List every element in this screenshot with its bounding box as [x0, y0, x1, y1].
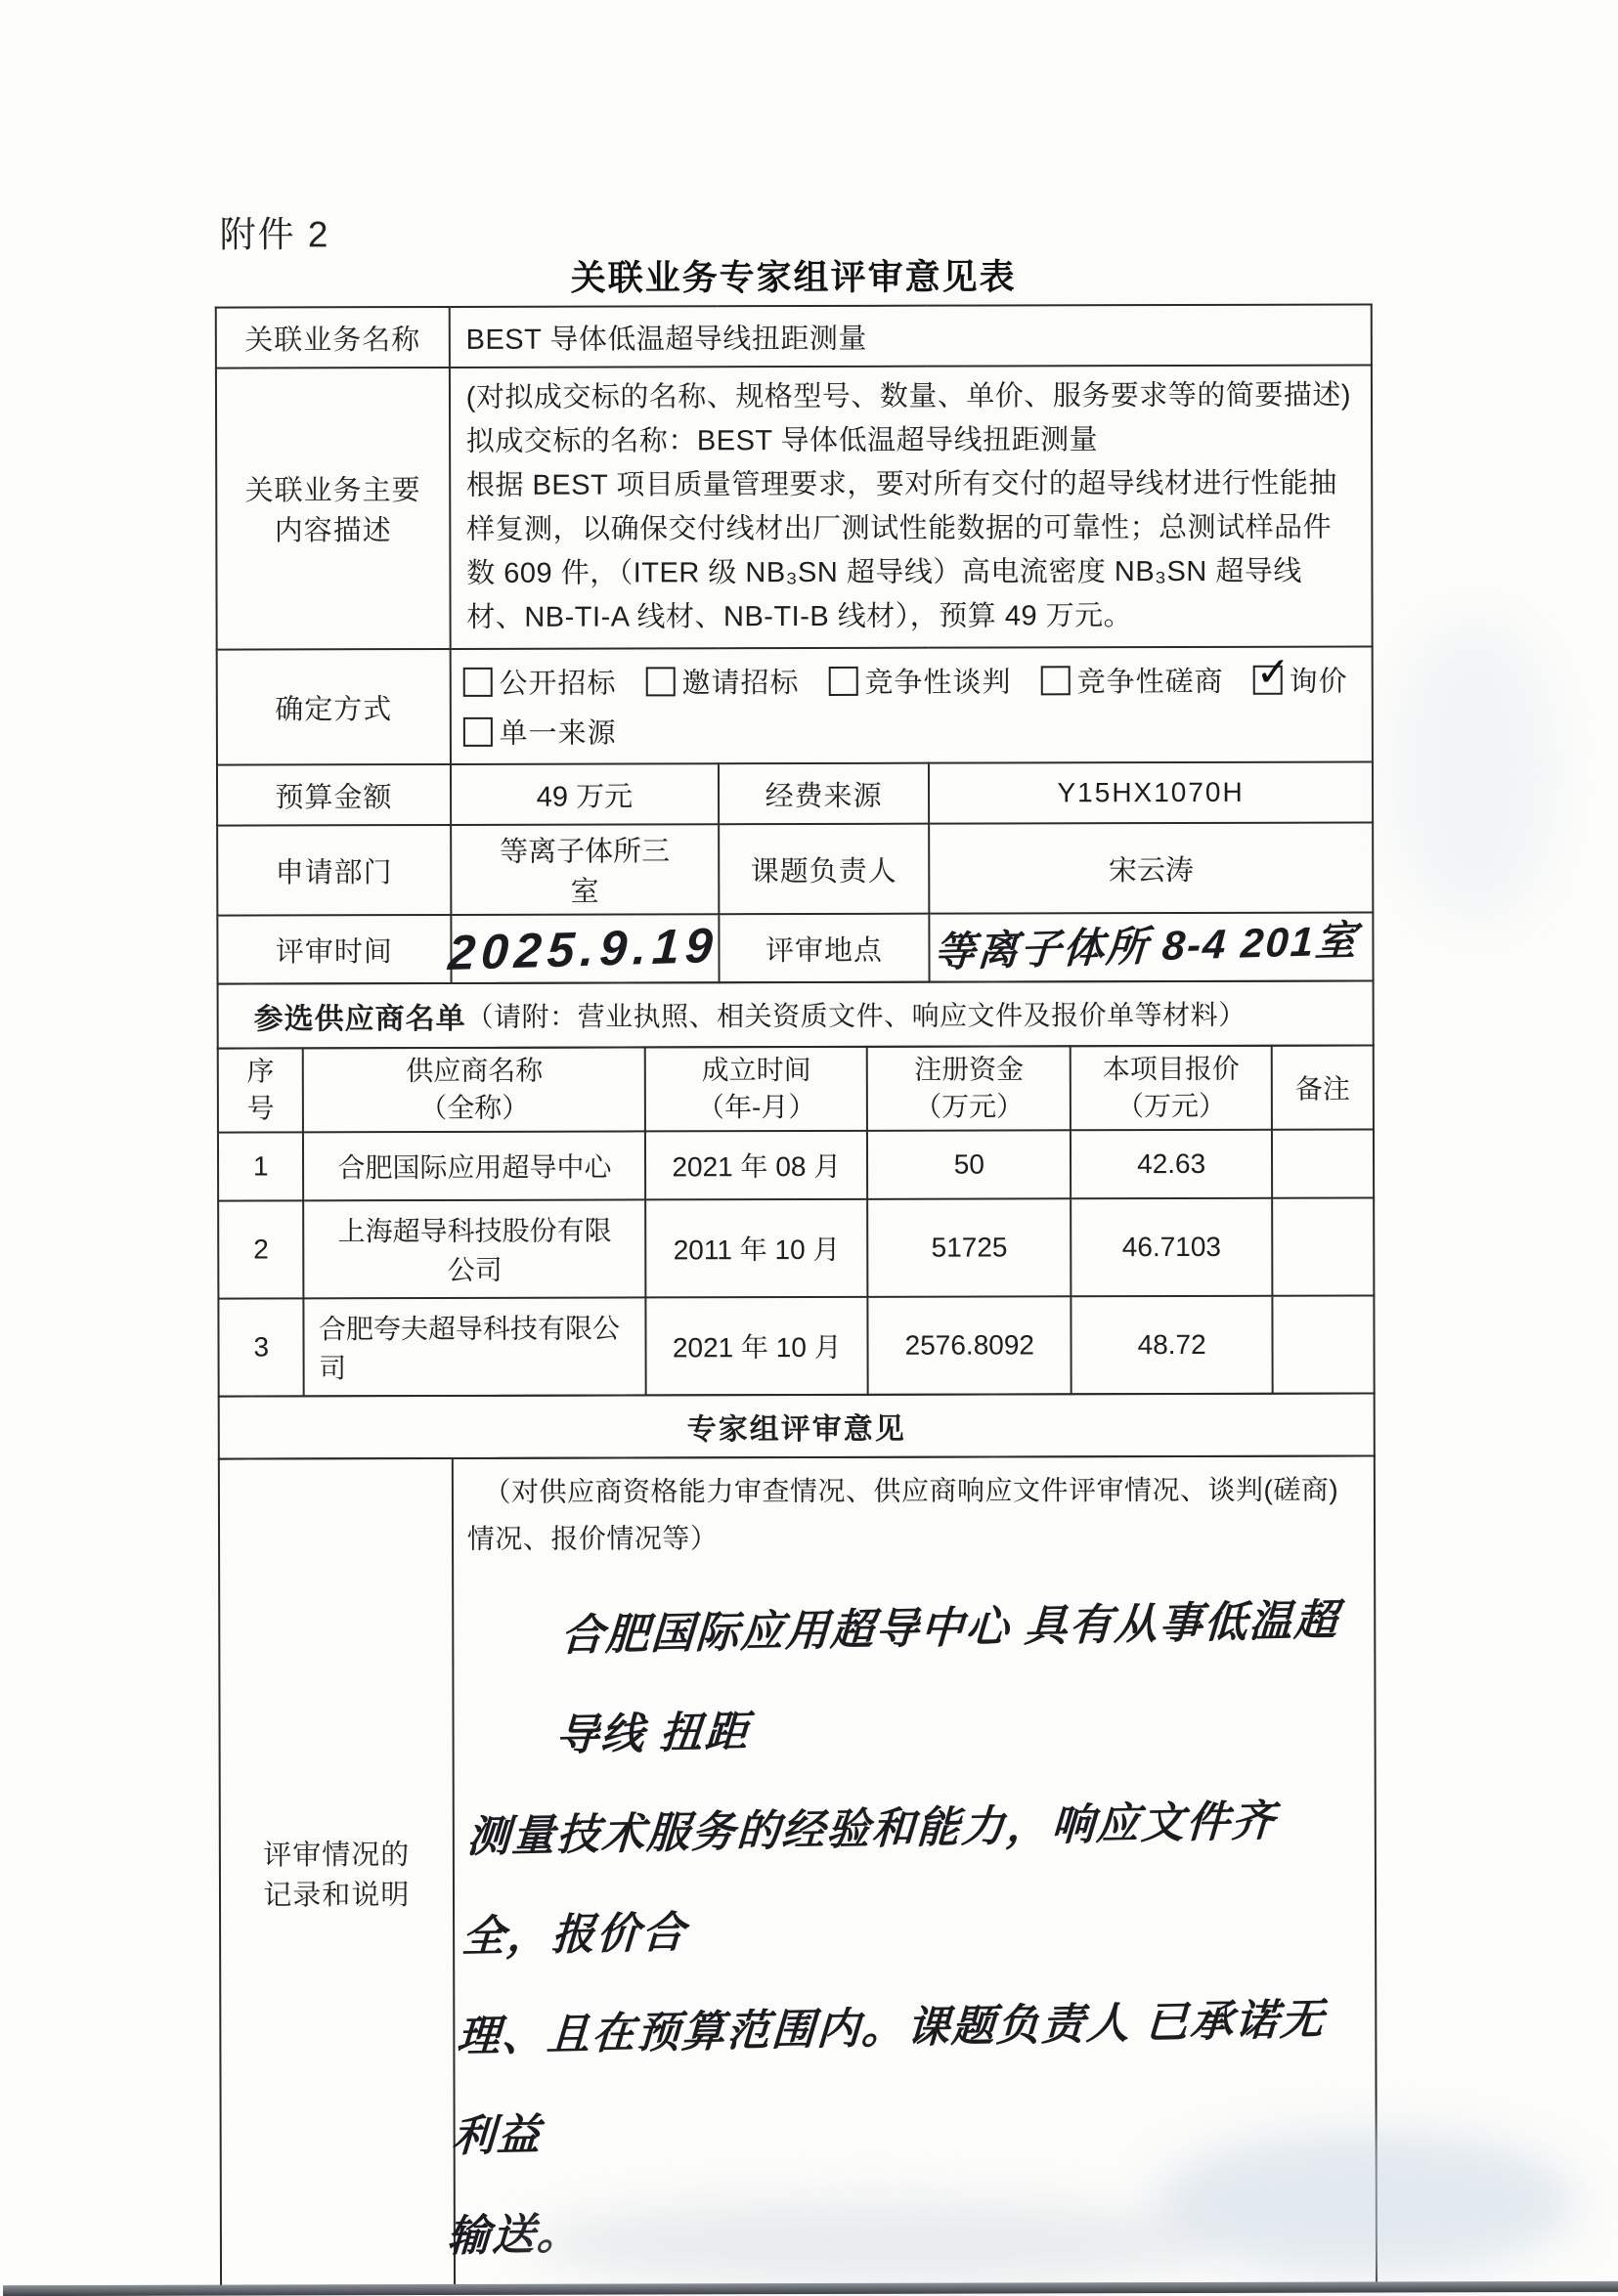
- row-business-name: [216, 304, 1372, 368]
- handwritten-review-comment: [444, 1571, 1354, 2287]
- attachment-number: 附件 2: [219, 214, 330, 255]
- review-record-label: 评审情况的记录和说明: [219, 1458, 455, 2288]
- info-table: [215, 303, 1375, 984]
- col-header-name: 供应商名称 （全称）: [303, 1047, 645, 1132]
- supplier-table: [217, 1044, 1376, 1397]
- description-label: [216, 368, 451, 650]
- supplier-index: 1: [218, 1132, 304, 1200]
- handwritten-review-place: 等离子体所 8-4 201室: [933, 917, 1360, 975]
- description-label-text: 关联业务主要内容描述: [244, 475, 421, 547]
- row-apply-dept: [217, 822, 1373, 915]
- description-line-2: 拟成交标的名称：BEST 导体低温超导线扭距测量: [465, 424, 1099, 457]
- row-review-time: [217, 912, 1373, 983]
- description-line-1: (对拟成交标的名称、规格型号、数量、单价、服务要求等的简要描述): [465, 379, 1352, 413]
- business-name-value: BEST 导体低温超导线扭距测量: [449, 304, 1371, 367]
- checkbox-label: 询价: [1289, 666, 1348, 698]
- supplier-quote: 48.72: [1071, 1296, 1273, 1395]
- checkbox-single-source: [463, 712, 617, 752]
- review-record-content: [445, 1455, 1377, 2286]
- supplier-section-banner: [217, 979, 1375, 1049]
- supplier-quote: 42.63: [1071, 1130, 1272, 1199]
- review-form-table: [215, 303, 1377, 2288]
- checkmark-icon: ✓: [1255, 647, 1291, 696]
- review-time-label: 评审时间: [217, 915, 451, 984]
- supplier-name: 合肥夸夫超导科技有限公司: [304, 1297, 646, 1396]
- handwritten-line-4: 输送。: [445, 2209, 584, 2261]
- checkbox-label: 公开招标: [499, 668, 617, 700]
- opinion-section-banner: [218, 1392, 1376, 1459]
- checkbox-label: 竞争性磋商: [1076, 666, 1224, 699]
- supplier-row-3: [218, 1295, 1374, 1396]
- review-place-value: [929, 912, 1373, 981]
- apply-dept-label: 申请部门: [217, 825, 451, 916]
- checkbox-empty-icon: [645, 667, 675, 696]
- checkbox-label: 单一来源: [499, 717, 617, 750]
- supplier-capital: 50: [867, 1130, 1071, 1199]
- handwritten-line-2: 测量技术服务的经验和能力，响应文件齐全，报价合: [459, 1797, 1278, 1962]
- col-header-index: 序号: [218, 1048, 304, 1132]
- opinion-table: [218, 1454, 1377, 2288]
- project-leader-label: 课题负责人: [719, 824, 929, 915]
- project-leader-value: 宋云涛: [929, 822, 1373, 913]
- review-place-label: 评审地点: [719, 914, 929, 983]
- budget-label: 预算金额: [217, 764, 451, 826]
- checkbox-competitive-consultation: [1040, 660, 1223, 700]
- col-header-capital: 注册资金 （万元）: [867, 1046, 1071, 1131]
- supplier-section-note: （请附：营业执照、相关资质文件、响应文件及报价单等材料）: [465, 999, 1246, 1032]
- col-header-remark: 备注: [1272, 1045, 1374, 1129]
- document-title: 关联业务专家组评审意见表: [570, 256, 1017, 298]
- supplier-index: 2: [218, 1200, 304, 1298]
- supplier-remark: [1272, 1197, 1374, 1295]
- checkbox-checked-icon: [1253, 647, 1291, 696]
- handwritten-line-3: 理、且在预算范围内。课题负责人 已承诺无利益: [450, 1995, 1327, 2161]
- description-line-3: 根据 BEST 项目质量管理要求，要对所有交付的超导线材进行性能抽样复测，以确保交付线材出厂测试性能数据的可靠性；总测试样品件数 609 件，（ITER 级 NB₃SN 超导线）高电流密度 NB₃SN 超导线材、NB-TI-A 线材、NB-TI-B 线材），预算 49 万元。: [465, 467, 1337, 633]
- determine-options: [450, 646, 1373, 763]
- supplier-row-2: [218, 1197, 1374, 1298]
- row-budget: [217, 761, 1373, 825]
- scan-smudge: [1397, 624, 1554, 917]
- checkbox-open-tender: [462, 662, 616, 702]
- supplier-capital: 51725: [867, 1198, 1071, 1297]
- row-review-record: [219, 1455, 1377, 2287]
- row-determine-method: [217, 646, 1373, 764]
- review-record-printed-note: （对供应商资格能力审查情况、供应商响应文件评审情况、谈判(磋商)情况、报价情况等）: [466, 1474, 1339, 1554]
- checkbox-inquiry-checked: [1253, 647, 1348, 700]
- checkbox-empty-icon: [462, 667, 492, 696]
- handwritten-review-date: 2025.9.19: [446, 917, 721, 981]
- description-content: [450, 365, 1373, 648]
- fund-source-value: Y15HX1070H: [929, 761, 1373, 823]
- apply-dept-value: 等离子体所三室: [451, 824, 719, 915]
- checkbox-empty-icon: [1041, 666, 1071, 695]
- supplier-row-1: [218, 1129, 1374, 1200]
- fund-source-label: 经费来源: [719, 763, 929, 825]
- supplier-header-row: [218, 1045, 1374, 1132]
- opinion-section-title: 专家组评审意见: [686, 1412, 906, 1447]
- supplier-founded: 2021 年 10 月: [646, 1297, 868, 1396]
- col-header-quote: 本项目报价 （万元）: [1071, 1046, 1272, 1131]
- supplier-index: 3: [218, 1298, 304, 1396]
- checkbox-invite-tender: [645, 661, 799, 701]
- checkbox-empty-icon: [828, 666, 857, 695]
- handwritten-line-1: 合肥国际应用超导中心 具有从事低温超导线 扭距: [554, 1596, 1340, 1760]
- checkbox-label: 竞争性谈判: [864, 667, 1012, 699]
- determine-label: 确定方式: [217, 649, 451, 765]
- supplier-founded: 2021 年 08 月: [645, 1131, 867, 1200]
- checkbox-competitive-negotiation: [828, 660, 1011, 700]
- budget-value: 49 万元: [451, 763, 719, 825]
- supplier-capital: 2576.8092: [868, 1296, 1071, 1395]
- supplier-founded: 2011 年 10 月: [645, 1199, 867, 1298]
- supplier-name: 上海超导科技股份有限公司: [304, 1199, 646, 1298]
- checkbox-label: 邀请招标: [681, 668, 800, 700]
- row-description: [216, 365, 1373, 649]
- supplier-quote: 46.7103: [1071, 1198, 1272, 1297]
- review-time-value: [446, 914, 721, 983]
- business-name-label: 关联业务名称: [216, 307, 450, 368]
- col-header-founded: 成立时间 （年-月）: [645, 1047, 867, 1132]
- supplier-section-title: 参选供应商名单: [253, 1002, 466, 1036]
- checkbox-empty-icon: [463, 716, 493, 746]
- supplier-remark: [1272, 1295, 1374, 1393]
- supplier-remark: [1272, 1129, 1374, 1197]
- supplier-name: 合肥国际应用超导中心: [303, 1131, 645, 1200]
